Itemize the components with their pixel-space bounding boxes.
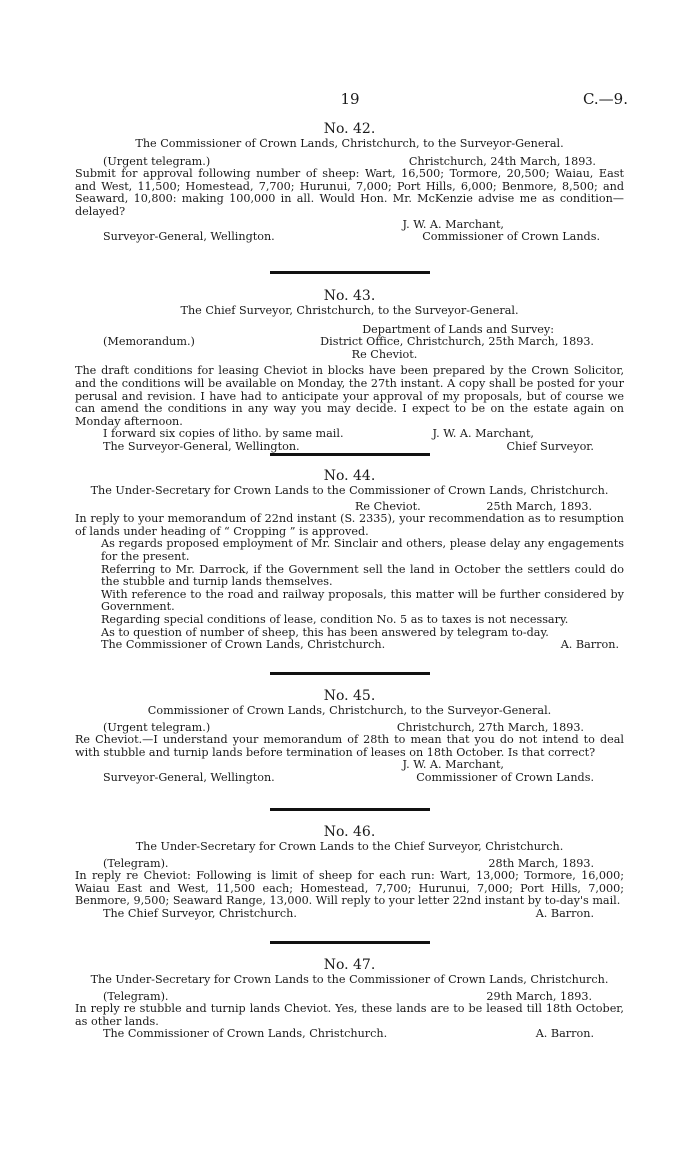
letter-heading: The Commissioner of Crown Lands, Christchurch, to the Surveyor-General. [135,137,564,150]
paragraph: In reply to your memorandum of 22nd instant (S. 2335), your recommendation as to resumption of lands under heading of “ Cropping ” is approved. [75,512,624,538]
letter-date: 29th March, 1893. [486,989,592,1003]
letter-number: No. 45. [323,688,376,704]
letter-date: 25th March, 1893. [486,499,592,513]
signature: A. Barron. [535,906,594,920]
addressee: The Commissioner of Crown Lands, Christchurch. [103,1027,388,1041]
letter-body: In reply re stubble and turnip lands Cheviot. Yes, these lands are to be leased till 18th October, as other lands. [75,1002,624,1028]
letter-body: Submit for approval following number of sheep: Wart, 16,500; Tormore, 20,500; Waiau, East and West, 11,500; Homestead, 7,700; Hurunui, 7,000; Port Hills, 6,000; Benmore, 8,500; and Seaward, 10,800: making 100,000 in all. Would Hon. Mr. McKenzie advise me as condition—delayed? [75,167,624,218]
section-rule [270,271,430,274]
addressee: Surveyor-General, Wellington. [103,770,275,784]
paragraph: As to question of number of sheep, this has been answered by telegram to-day. [101,625,549,639]
signatory-title: Chief Surveyor. [506,439,594,453]
section-rule [270,808,430,811]
letter-type: (Urgent telegram.) [103,154,211,168]
addressee: The Surveyor-General, Wellington. [103,439,300,453]
signature: J. W. A. Marchant, [432,427,534,441]
section-rule [270,941,430,944]
letter-re: Re Cheviot. [351,347,418,361]
letter-heading: The Under-Secretary for Crown Lands to the Chief Surveyor, Christchurch. [135,840,564,853]
letter-date: 28th March, 1893. [488,856,594,870]
letter-heading: The Under-Secretary for Crown Lands to the Commissioner of Crown Lands, Christchurch. [90,484,609,497]
letter-44 [75,467,624,652]
paper-code: C.—9. [582,90,628,108]
letter-heading: The Chief Surveyor, Christchurch, to the Surveyor-General. [180,304,519,317]
letter-number: No. 46. [323,824,376,840]
letter-number: No. 44. [323,468,376,484]
letter-number: No. 42. [323,121,376,137]
section-rule [270,672,430,675]
letter-type: (Telegram). [103,989,169,1003]
addressee: Surveyor-General, Wellington. [103,230,275,244]
letter-date: Christchurch, 24th March, 1893. [408,154,596,168]
signature: A. Barron. [560,638,619,652]
enclosure-note: I forward six copies of litho. by same mail. [103,427,344,441]
letter-date: Christchurch, 27th March, 1893. [396,720,584,734]
department-line: Department of Lands and Survey: [362,322,554,336]
letter-body: In reply re Cheviot: Following is limit of sheep for each run: Wart, 13,000; Tormore, 16,000; Waiau East and West, 11,500 each; Homestead, 7,700; Hurunui, 7,000; Port Hills, 7,000; Benmore, 9,500; Seaward Range, 13,000. Will reply to your letter 22nd instant by to-day's mail. [75,869,624,908]
signature: A. Barron. [535,1027,594,1041]
letter-type: (Memorandum.) [103,335,195,349]
letter-heading: Commissioner of Crown Lands, Christchurch, to the Surveyor-General. [147,704,552,717]
addressee: The Commissioner of Crown Lands, Christchurch. [101,638,386,652]
letter-body: The draft conditions for leasing Cheviot in blocks have been prepared by the Crown Solicitor, and the conditions will be available on Monday, the 27th instant. A copy shall be posted for your perusal and revision. I have had to anticipate your approval of my proposals, but of course we can amend the conditions in any way you may decide. I expect to be on the estate again on Monday afternoon. [75,364,624,428]
paragraph: With reference to the road and railway proposals, this matter will be further considered by Government. [101,587,624,614]
letter-body: Re Cheviot.—I understand your memorandum of 28th to mean that you do not intend to deal with stubble and turnip lands before termination of leases on 18th October. Is that correct? [75,733,624,759]
letter-42 [75,120,624,244]
paragraph: Referring to Mr. Darrock, if the Government sell the land in October the settlers could do the stubble and turnip lands themselves. [101,562,624,589]
letter-43 [75,287,624,454]
paragraph: As regards proposed employment of Mr. Sinclair and others, please delay any engagements for the present. [101,537,624,563]
signature: J. W. A. Marchant, [402,758,504,772]
letter-46 [75,823,624,921]
letter-number: No. 43. [323,288,376,304]
letter-47 [75,956,624,1041]
letter-date: District Office, Christchurch, 25th March, 1893. [320,335,594,349]
signatory-title: Commissioner of Crown Lands. [416,770,594,784]
letter-45 [75,687,624,785]
letter-type: (Telegram). [103,856,169,870]
letter-type: (Urgent telegram.) [103,720,211,734]
letter-heading: The Under-Secretary for Crown Lands to the Commissioner of Crown Lands, Christchurch. [90,973,609,986]
addressee: The Chief Surveyor, Christchurch. [103,906,297,920]
page-number: 19 [340,90,360,108]
signatory-title: Commissioner of Crown Lands. [422,230,600,244]
letter-re: Re Cheviot. [355,499,421,513]
letter-number: No. 47. [323,957,376,973]
paragraph: Regarding special conditions of lease, condition No. 5 as to taxes is not necessary. [101,612,569,626]
section-rule [270,453,430,456]
signature: J. W. A. Marchant, [402,217,504,231]
